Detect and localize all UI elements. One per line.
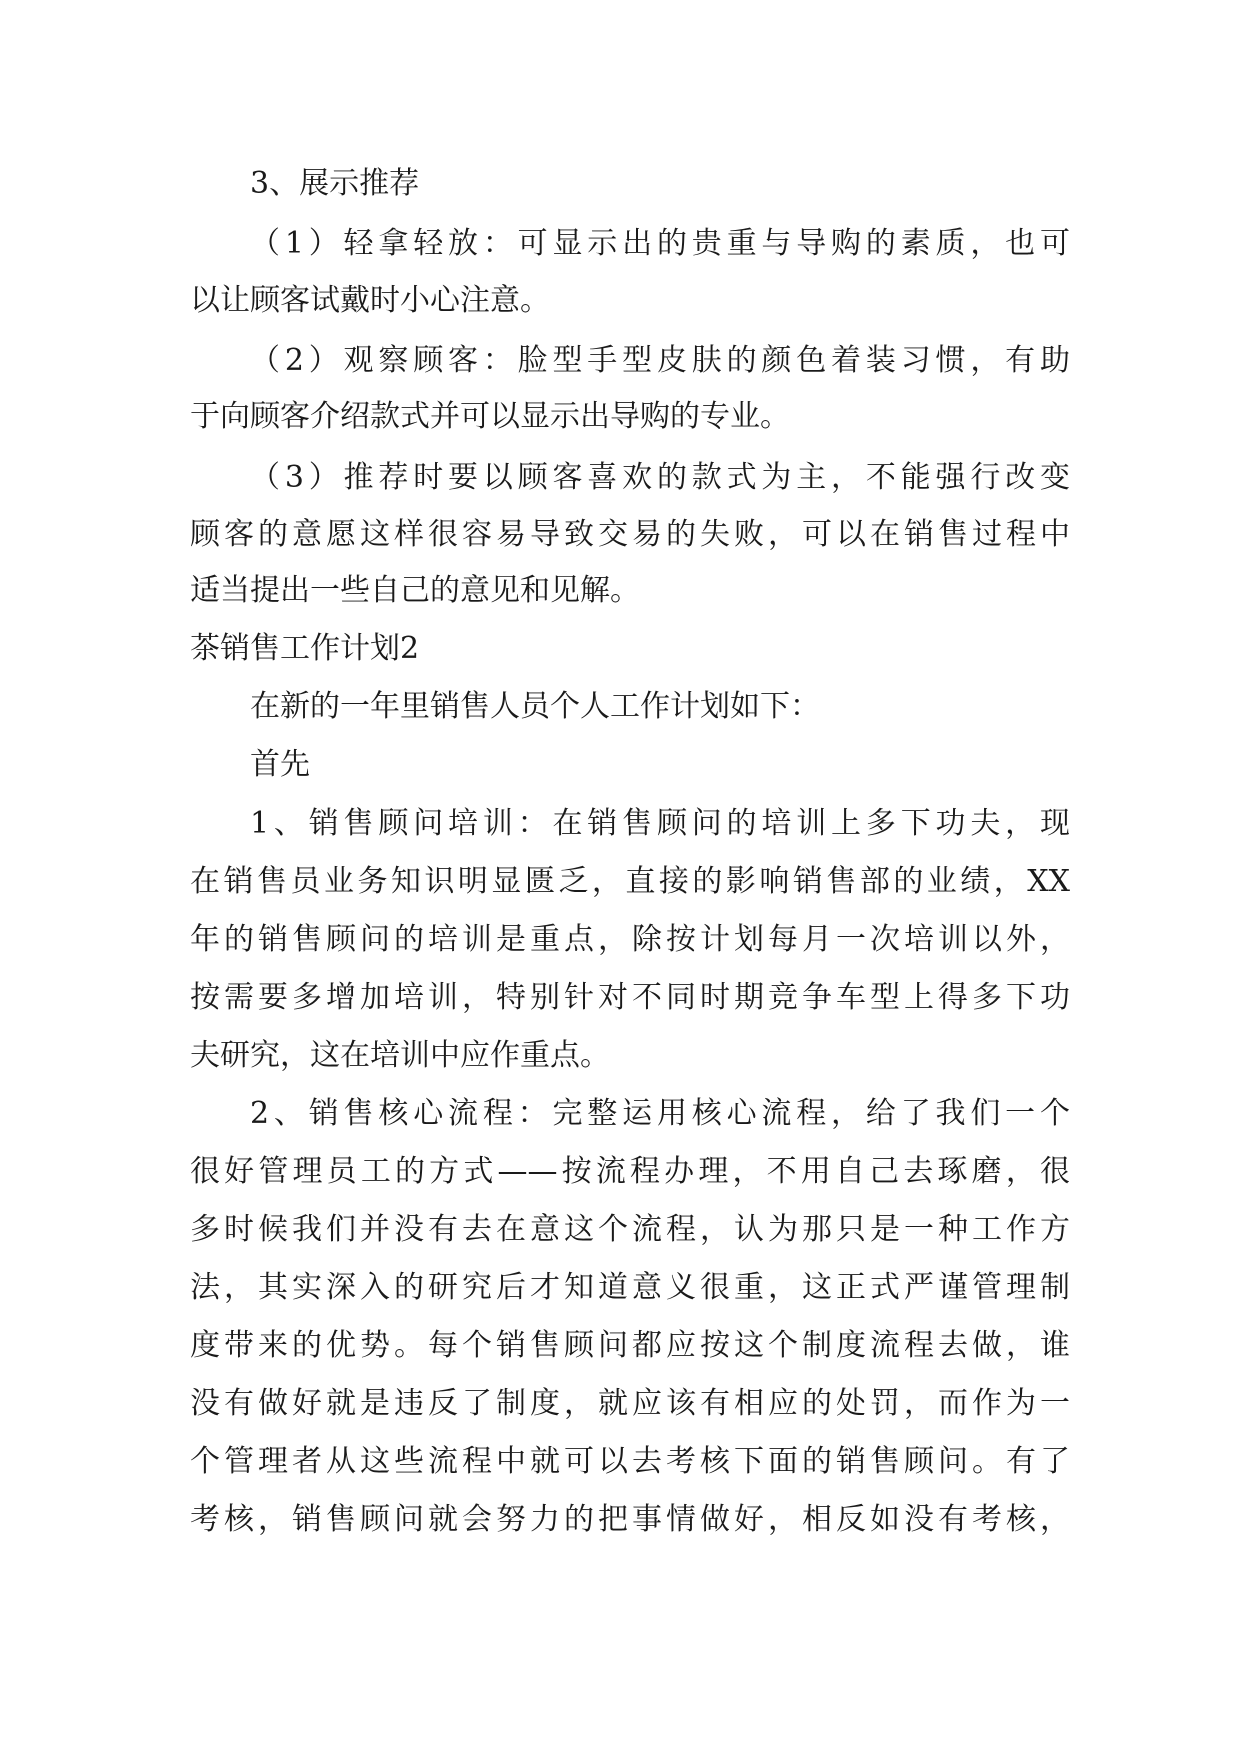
paragraph-line: 首先 [250,747,310,782]
paragraph-line: 法，其实深入的研究后才知道意义很重，这正式严谨管理制 [190,1270,1070,1305]
paragraph-line: 适当提出一些自己的意见和见解。 [190,573,640,608]
paragraph-line: 1、销售顾问培训：在销售顾问的培训上多下功夫，现 [250,806,1070,841]
section-heading: 3、展示推荐 [250,166,420,201]
paragraph-line: 没有做好就是违反了制度，就应该有相应的处罚，而作为一 [190,1386,1070,1421]
paragraph-line: 度带来的优势。每个销售顾问都应按这个制度流程去做，谁 [190,1328,1070,1363]
paragraph-line: 以让顾客试戴时小心注意。 [190,283,550,318]
paragraph-line: 个管理者从这些流程中就可以去考核下面的销售顾问。有了 [190,1444,1070,1479]
paragraph-line: 在销售员业务知识明显匮乏，直接的影响销售部的业绩，XX [190,864,1070,899]
paragraph-line: 年的销售顾问的培训是重点，除按计划每月一次培训以外， [190,922,1070,957]
paragraph-line: 于向顾客介绍款式并可以显示出导购的专业。 [190,399,790,434]
paragraph-line: 很好管理员工的方式——按流程办理，不用自己去琢磨，很 [190,1154,1070,1189]
paragraph-line: 2、销售核心流程：完整运用核心流程，给了我们一个 [250,1096,1070,1131]
paragraph-line: 多时候我们并没有去在意这个流程，认为那只是一种工作方 [190,1212,1070,1247]
paragraph-line: 在新的一年里销售人员个人工作计划如下： [250,689,820,724]
paragraph-line: （1）轻拿轻放：可显示出的贵重与导购的素质，也可 [250,226,1070,261]
paragraph-line: （3）推荐时要以顾客喜欢的款式为主，不能强行改变 [250,460,1070,495]
paragraph-line: 顾客的意愿这样很容易导致交易的失败，可以在销售过程中 [190,517,1070,552]
paragraph-line: 按需要多增加培训，特别针对不同时期竞争车型上得多下功 [190,980,1070,1015]
paragraph-line: 夫研究，这在培训中应作重点。 [190,1038,610,1073]
paragraph-line: 考核，销售顾问就会努力的把事情做好，相反如没有考核， [190,1502,1070,1537]
paragraph-line: （2）观察顾客：脸型手型皮肤的颜色着装习惯，有助 [250,343,1070,378]
document-title: 茶销售工作计划2 [190,631,420,666]
